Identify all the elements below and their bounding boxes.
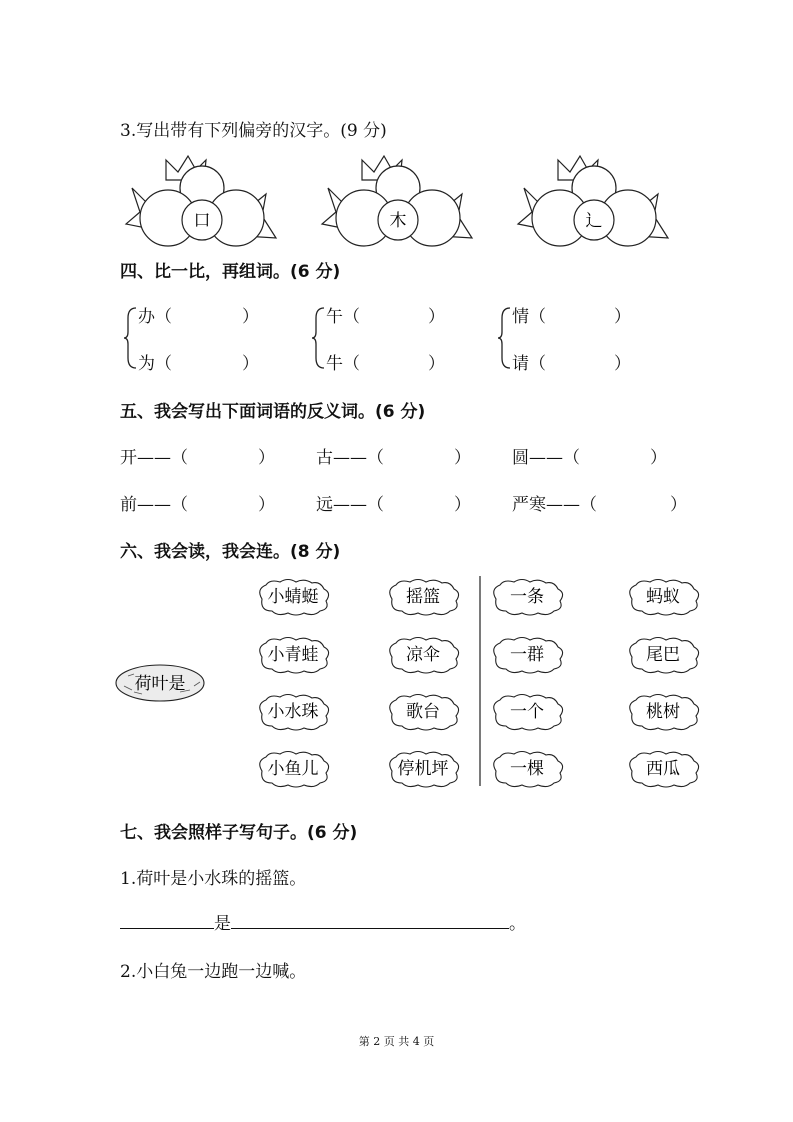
brace-icon [498,306,512,370]
blank-line[interactable] [120,910,214,929]
match-item-col4: 蚂蚁 [646,587,680,607]
match-item-col3: 一棵 [510,759,544,779]
fill-middle-word: 是 [214,914,231,934]
candy-figure-2 [322,156,472,246]
antonym-word: 严寒——（ [512,495,597,515]
blank-line[interactable] [231,910,509,929]
match-item-col1: 小蜻蜓 [267,587,319,607]
candy-figure-1 [126,156,276,246]
fill-sentence-line [120,909,526,934]
brace-icon [312,306,326,370]
match-item-col1: 小水珠 [267,702,319,722]
antonym-close: ） [258,495,275,515]
page-footer: 第 2 页 共 4 页 [358,1035,435,1048]
antonym-close: ） [650,448,667,468]
candy-figure-3 [518,156,668,246]
radical-1: 口 [193,211,211,231]
match-item-col2: 歌台 [406,702,440,722]
antonym-word: 远——（ [316,495,384,515]
match-item-col3: 一群 [510,645,544,665]
compare-bottom-word: 请（ [512,354,546,374]
antonym-close: ） [670,495,687,515]
match-item-col4: 尾巴 [646,645,680,665]
antonym-word: 圆——（ [512,448,580,468]
center-word: 荷叶是 [134,674,186,694]
compare-top-close: ） [614,307,631,327]
compare-top-word: 情（ [512,307,546,327]
match-item-col1: 小青蛙 [267,645,319,665]
match-item-col2: 凉伞 [406,645,440,665]
match-item-col1: 小鱼儿 [267,759,319,779]
antonym-word: 开——（ [120,448,188,468]
compare-top-word: 办（ [138,307,172,327]
antonym-close: ） [454,448,471,468]
radical-3: 辶 [585,211,603,231]
antonym-close: ） [454,495,471,515]
antonym-close: ） [258,448,275,468]
section-4-title: 四、比一比，再组词。(6 分) [120,262,341,282]
example-sentence-2: 2.小白兔一边跑一边喊。 [120,962,307,982]
radical-figures [122,150,672,252]
compare-top-close: ） [428,307,445,327]
match-item-col2: 停机坪 [397,759,449,779]
antonym-word: 古——（ [316,448,384,468]
example-sentence-1: 1.荷叶是小水珠的摇篮。 [120,869,307,889]
question-3-title: 3.写出带有下列偏旁的汉字。(9 分) [120,121,387,141]
matching-area [110,570,710,790]
compare-bottom-close: ） [428,354,445,374]
compare-bottom-word: 牛（ [326,354,360,374]
compare-bottom-close: ） [614,354,631,374]
radical-2: 木 [389,211,407,231]
brace-icon [124,306,138,370]
match-item-col3: 一条 [510,587,544,607]
compare-bottom-close: ） [242,354,259,374]
section-6-title: 六、我会读，我会连。(8 分) [120,542,341,562]
antonym-word: 前——（ [120,495,188,515]
match-item-col4: 桃树 [646,702,680,722]
section-7-title: 七、我会照样子写句子。(6 分) [120,823,358,843]
compare-top-close: ） [242,307,259,327]
match-item-col4: 西瓜 [646,759,680,779]
match-item-col2: 摇篮 [406,587,440,607]
compare-top-word: 午（ [326,307,360,327]
section-5-title: 五、我会写出下面词语的反义词。(6 分) [120,402,426,422]
fill-end-punct: 。 [509,914,526,934]
compare-bottom-word: 为（ [138,354,172,374]
match-item-col3: 一个 [510,702,544,722]
